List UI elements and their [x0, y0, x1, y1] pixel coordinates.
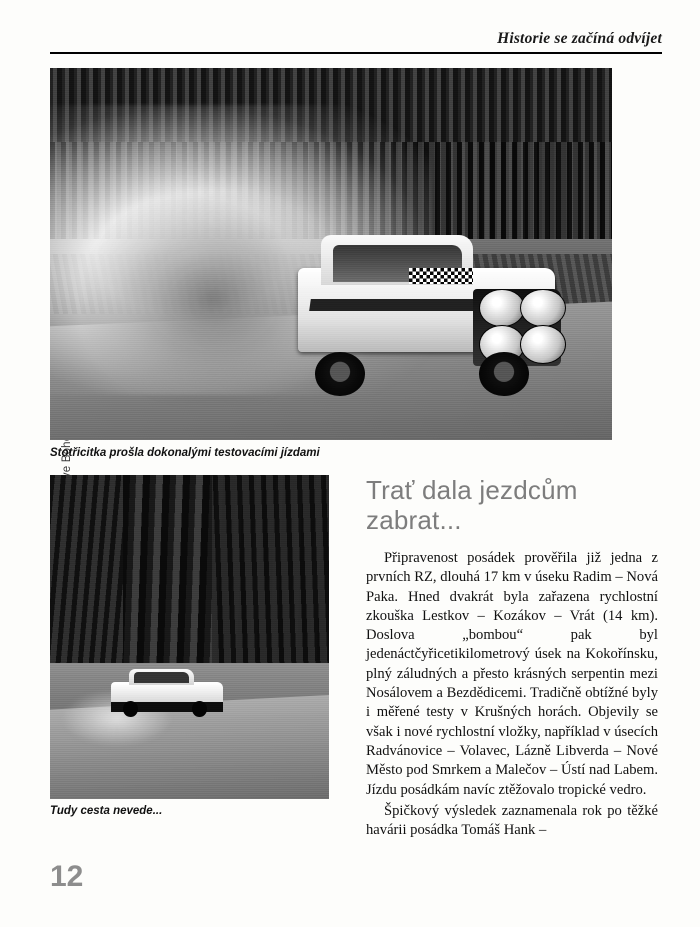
car-windscreen [134, 672, 190, 683]
car-checker-decal [409, 268, 473, 283]
running-head-title: Historie se začíná odvíjet [497, 30, 662, 47]
car-wheel [479, 352, 529, 396]
rally-car-dust-photo [50, 68, 612, 440]
page-header [50, 30, 662, 54]
car-lamp [520, 289, 566, 328]
car-lamp [520, 325, 566, 364]
side-running-head [0, 0, 48, 927]
rally-car [280, 232, 572, 399]
car-lamp [479, 289, 525, 328]
car-wheel [315, 352, 365, 396]
body-paragraph: Špičkový výsledek zaznamenala rok po těžké havárii posádka Tomáš Hank – [366, 802, 658, 839]
header-divider [50, 52, 662, 54]
page-number: 12 [50, 860, 84, 893]
figure-caption-top: Stotřicitka prošla dokonalými testovacími jízdami [50, 447, 320, 459]
figure-caption-bottom: Tudy cesta nevede... [50, 805, 163, 817]
rally-car [111, 669, 223, 714]
section-heading: Trať dala jezdcům zabrat... [366, 475, 578, 535]
photo-backdrop [50, 68, 612, 440]
article-column [366, 475, 658, 840]
body-paragraph: Připravenost posádek prověřila již jedna z prvních RZ, dlouhá 17 km v úseku Radim – Nová Paka. Hned dvakrát byla zařazena rychlostní zkouška Lestkov – Kozákov – Vrát (14 km). Doslova „bombou“ pak byl jedenáctčyřicetikilometrový úsek na Kokořínsku, plný záludných a přesto krásných serpentin mezi Nosálovem a Bezdědicemi. Tradičně obtížné byly i měřené testy v Krušných horách. Objevily se však i nové rychlostní vložky, například v úsecích Radvánovice – Volavec, Lázně Libverda – Nové Město pod Smrkem a Malečov – Ústí nad Labem. Jízdu posádkám navíc ztěžovalo tropické vedro. [366, 550, 658, 798]
rally-car-forest-photo [50, 475, 329, 799]
car-stripe [309, 299, 474, 311]
photo-backdrop [50, 475, 329, 799]
